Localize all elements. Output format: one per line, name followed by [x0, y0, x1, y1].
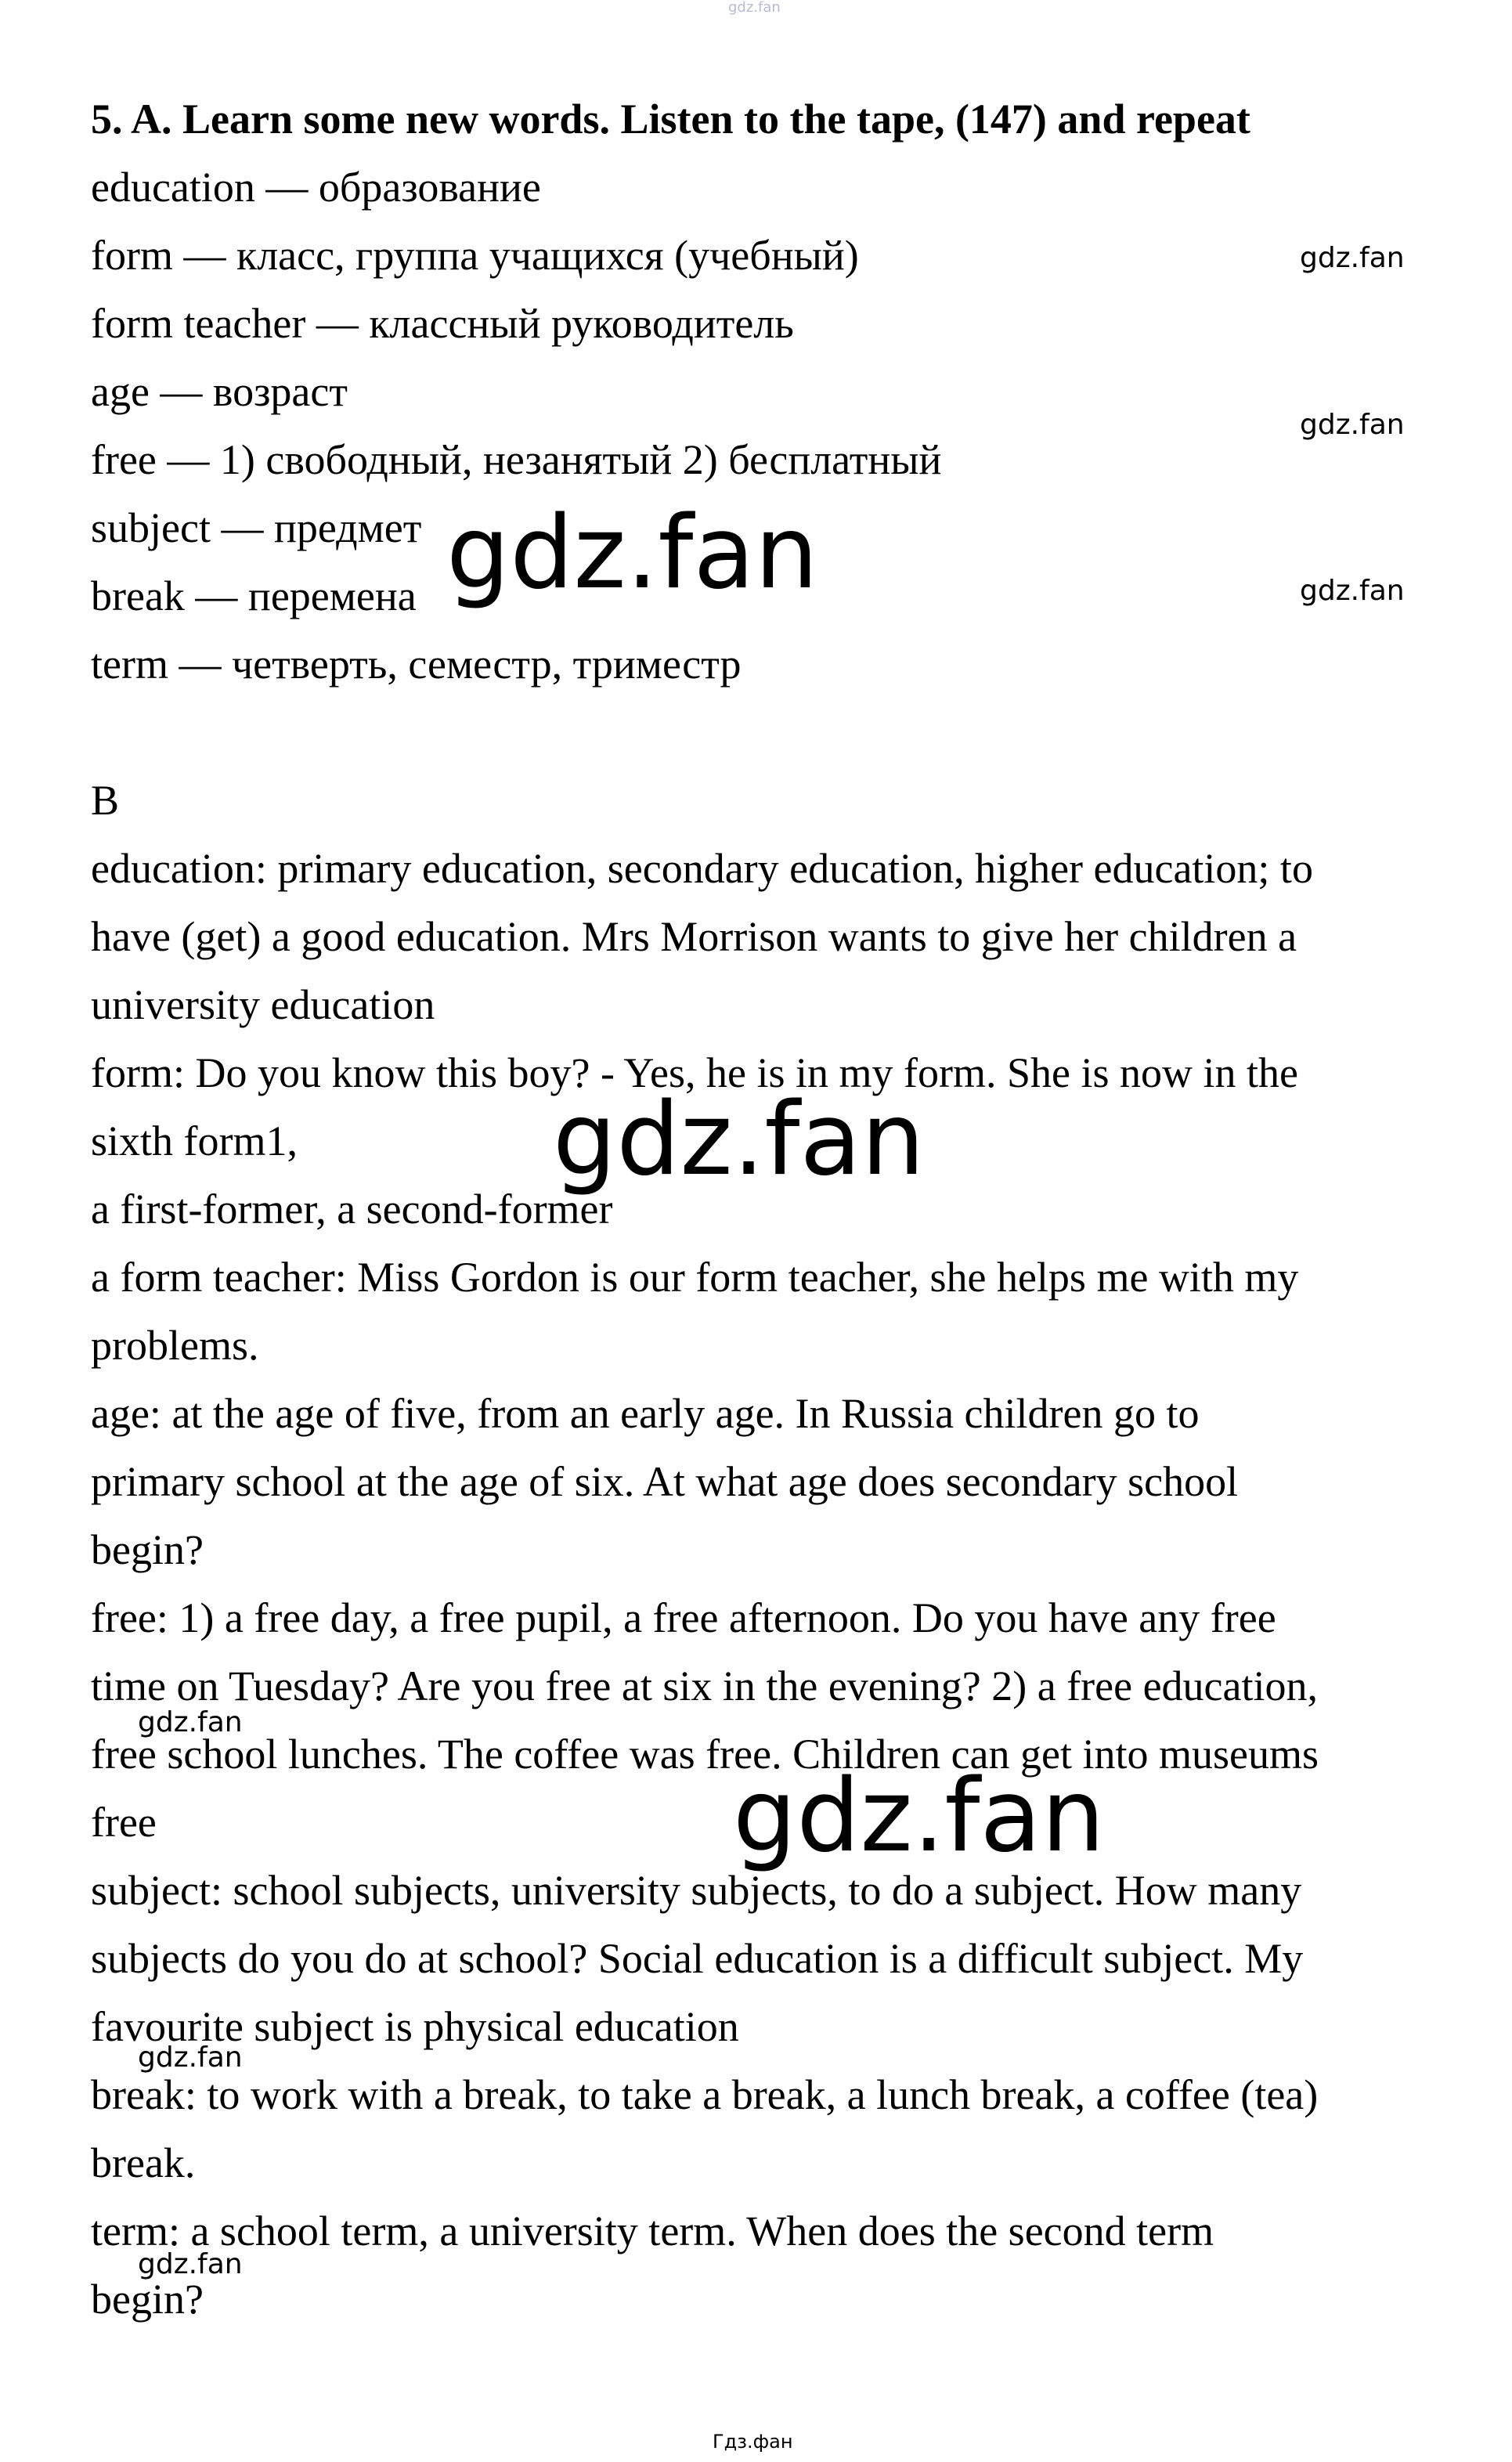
example-line: favourite subject is physical education	[91, 2003, 739, 2050]
watermark-small: gdz.fan	[1300, 575, 1405, 607]
watermark-small: gdz.fan	[138, 2041, 243, 2074]
example-line: free	[91, 1799, 157, 1846]
vocab-item-term: term — четверть, семестр, триместр	[91, 641, 742, 688]
example-line: free school lunches. The coffee was free. Children can get into museums	[91, 1731, 1319, 1778]
example-line: primary school at the age of six. At what age does secondary school	[91, 1458, 1239, 1505]
vocab-item-education: education — образование	[91, 164, 541, 211]
example-line: time on Tuesday? Are you free at six in the evening? 2) a free education,	[91, 1662, 1319, 1709]
vocab-item-form-teacher: form teacher — классный руководитель	[91, 300, 794, 347]
example-line: university education	[91, 981, 435, 1028]
example-line: form: Do you know this boy? - Yes, he is in my form. She is now in the	[91, 1049, 1298, 1096]
example-line: begin?	[91, 2276, 204, 2323]
example-line: a form teacher: Miss Gordon is our form teacher, she helps me with my	[91, 1254, 1299, 1301]
example-line: a first-former, a second-former	[91, 1186, 613, 1233]
example-line: subjects do you do at school? Social education is a difficult subject. My	[91, 1935, 1304, 1982]
watermark-small: gdz.fan	[138, 2248, 243, 2280]
watermark-footer: Гдз.фан	[713, 2431, 793, 2453]
example-line: age: at the age of five, from an early age. In Russia children go to	[91, 1390, 1200, 1437]
exercise-heading: 5. A. Learn some new words. Listen to the tape, (147) and repeat	[91, 96, 1250, 143]
vocab-item-subject: subject — предмет	[91, 504, 422, 551]
example-line: break: to work with a break, to take a break, a lunch break, a coffee (tea)	[91, 2071, 1319, 2118]
watermark-top: gdz.fan	[728, 0, 781, 16]
watermark-small: gdz.fan	[1300, 409, 1405, 441]
example-line: subject: school subjects, university subjects, to do a subject. How many	[91, 1867, 1302, 1914]
vocab-item-free: free — 1) свободный, незанятый 2) бесплатный	[91, 436, 942, 483]
section-b-label: B	[91, 777, 120, 824]
example-line: problems.	[91, 1322, 259, 1369]
example-line: education: primary education, secondary education, higher education; to	[91, 845, 1313, 892]
watermark-large: gdz.fan	[446, 495, 818, 612]
watermark-small: gdz.fan	[138, 1706, 243, 1738]
example-line: begin?	[91, 1526, 204, 1573]
vocab-item-break: break — перемена	[91, 572, 417, 619]
example-line: free: 1) a free day, a free pupil, a free afternoon. Do you have any free	[91, 1594, 1276, 1641]
watermark-small: gdz.fan	[1300, 242, 1405, 274]
watermark-large: gdz.fan	[553, 1081, 925, 1198]
example-line: term: a school term, a university term. When does the second term	[91, 2207, 1214, 2254]
example-line: have (get) a good education. Mrs Morrison wants to give her children a	[91, 913, 1297, 960]
example-line: break.	[91, 2139, 196, 2186]
watermark-large: gdz.fan	[733, 1758, 1105, 1875]
example-line: sixth form1,	[91, 1117, 298, 1164]
vocab-item-age: age — возраст	[91, 368, 348, 415]
vocab-item-form: form — класс, группа учащихся (учебный)	[91, 232, 859, 279]
